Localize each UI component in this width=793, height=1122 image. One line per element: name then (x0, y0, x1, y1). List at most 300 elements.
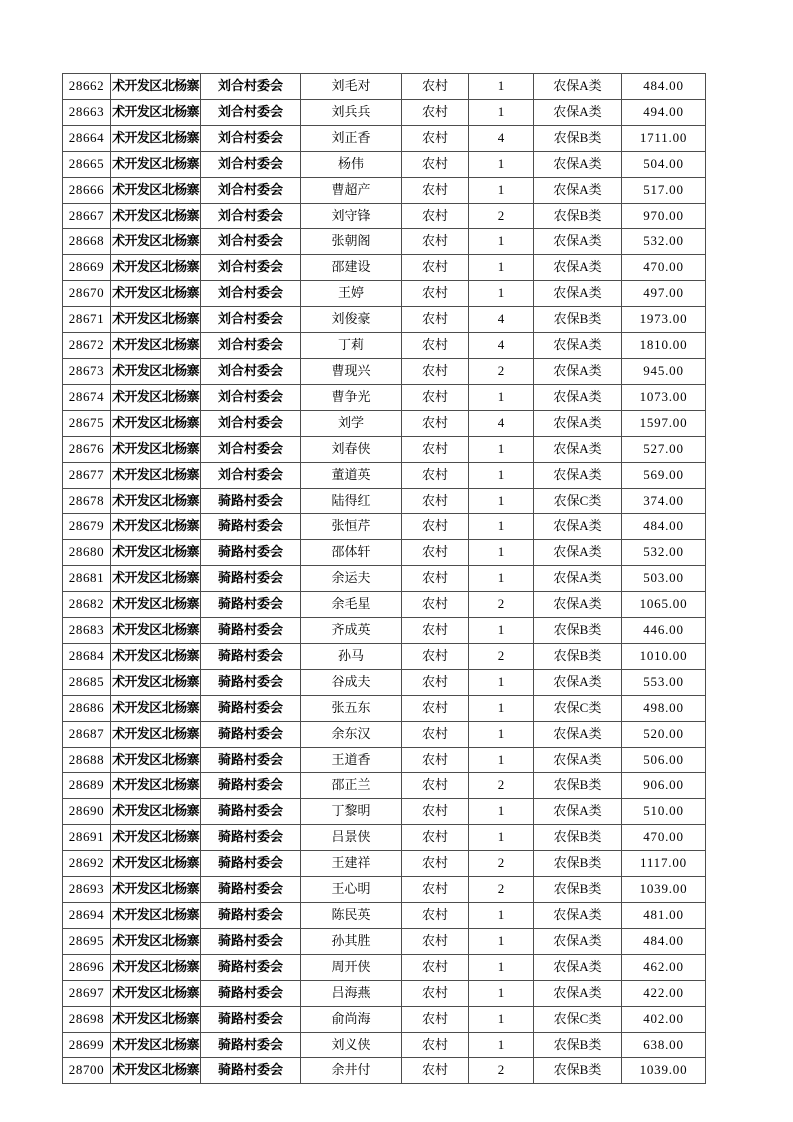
cell-category: 农保A类 (534, 903, 622, 929)
cell-district: 术开发区北杨寨 (111, 307, 201, 333)
cell-committee: 刘合村委会 (201, 99, 301, 125)
table-row (63, 928, 706, 954)
cell-record-id: 28681 (63, 566, 111, 592)
cell-district: 术开发区北杨寨 (111, 747, 201, 773)
cell-record-id: 28689 (63, 773, 111, 799)
cell-district: 术开发区北杨寨 (111, 229, 201, 255)
cell-person-name: 王婷 (301, 281, 402, 307)
cell-count: 4 (469, 333, 534, 359)
cell-district: 术开发区北杨寨 (111, 488, 201, 514)
cell-amount: 638.00 (622, 1032, 706, 1058)
cell-count: 1 (469, 1032, 534, 1058)
cell-district: 术开发区北杨寨 (111, 1006, 201, 1032)
cell-category: 农保B类 (534, 851, 622, 877)
cell-person-name: 余东汉 (301, 721, 402, 747)
table-row (63, 436, 706, 462)
cell-count: 2 (469, 358, 534, 384)
table-row (63, 851, 706, 877)
cell-amount: 506.00 (622, 747, 706, 773)
cell-record-id: 28684 (63, 643, 111, 669)
cell-category: 农保B类 (534, 125, 622, 151)
cell-record-id: 28696 (63, 954, 111, 980)
cell-area-type: 农村 (402, 255, 469, 281)
table-row (63, 618, 706, 644)
cell-person-name: 刘毛对 (301, 74, 402, 100)
table-body (63, 74, 706, 1084)
cell-committee: 刘合村委会 (201, 229, 301, 255)
cell-amount: 1810.00 (622, 333, 706, 359)
cell-area-type: 农村 (402, 1032, 469, 1058)
cell-category: 农保C类 (534, 695, 622, 721)
cell-category: 农保A类 (534, 566, 622, 592)
cell-area-type: 农村 (402, 358, 469, 384)
cell-count: 1 (469, 74, 534, 100)
cell-record-id: 28698 (63, 1006, 111, 1032)
cell-category: 农保A类 (534, 540, 622, 566)
cell-amount: 422.00 (622, 980, 706, 1006)
cell-count: 1 (469, 488, 534, 514)
cell-person-name: 王建祥 (301, 851, 402, 877)
cell-area-type: 农村 (402, 281, 469, 307)
cell-person-name: 陈民英 (301, 903, 402, 929)
cell-record-id: 28664 (63, 125, 111, 151)
cell-count: 1 (469, 436, 534, 462)
cell-area-type: 农村 (402, 333, 469, 359)
cell-record-id: 28690 (63, 799, 111, 825)
cell-district: 术开发区北杨寨 (111, 74, 201, 100)
cell-person-name: 邵建设 (301, 255, 402, 281)
table-row (63, 229, 706, 255)
cell-category: 农保A类 (534, 281, 622, 307)
cell-record-id: 28666 (63, 177, 111, 203)
cell-area-type: 农村 (402, 384, 469, 410)
cell-district: 术开发区北杨寨 (111, 903, 201, 929)
cell-amount: 532.00 (622, 229, 706, 255)
cell-record-id: 28676 (63, 436, 111, 462)
cell-category: 农保A类 (534, 799, 622, 825)
cell-committee: 刘合村委会 (201, 281, 301, 307)
cell-record-id: 28662 (63, 74, 111, 100)
table-row (63, 488, 706, 514)
cell-record-id: 28693 (63, 877, 111, 903)
cell-count: 2 (469, 773, 534, 799)
table-row (63, 721, 706, 747)
cell-district: 术开发区北杨寨 (111, 1032, 201, 1058)
cell-category: 农保A类 (534, 74, 622, 100)
table-row (63, 151, 706, 177)
table-row (63, 177, 706, 203)
cell-amount: 520.00 (622, 721, 706, 747)
cell-count: 1 (469, 151, 534, 177)
cell-amount: 532.00 (622, 540, 706, 566)
cell-amount: 374.00 (622, 488, 706, 514)
cell-person-name: 俞尚海 (301, 1006, 402, 1032)
cell-count: 1 (469, 384, 534, 410)
cell-district: 术开发区北杨寨 (111, 799, 201, 825)
cell-count: 1 (469, 540, 534, 566)
cell-committee: 骑路村委会 (201, 903, 301, 929)
cell-person-name: 丁莉 (301, 333, 402, 359)
cell-category: 农保A类 (534, 177, 622, 203)
cell-person-name: 刘守锋 (301, 203, 402, 229)
cell-district: 术开发区北杨寨 (111, 333, 201, 359)
cell-count: 1 (469, 1006, 534, 1032)
cell-person-name: 吕海燕 (301, 980, 402, 1006)
cell-district: 术开发区北杨寨 (111, 954, 201, 980)
cell-area-type: 农村 (402, 514, 469, 540)
cell-person-name: 王道香 (301, 747, 402, 773)
cell-area-type: 农村 (402, 592, 469, 618)
cell-record-id: 28700 (63, 1058, 111, 1084)
cell-committee: 骑路村委会 (201, 773, 301, 799)
cell-person-name: 刘春侠 (301, 436, 402, 462)
cell-amount: 517.00 (622, 177, 706, 203)
cell-area-type: 农村 (402, 1058, 469, 1084)
cell-category: 农保B类 (534, 643, 622, 669)
cell-count: 1 (469, 928, 534, 954)
cell-count: 4 (469, 125, 534, 151)
cell-committee: 骑路村委会 (201, 980, 301, 1006)
table-row (63, 384, 706, 410)
table-row (63, 1032, 706, 1058)
cell-amount: 470.00 (622, 255, 706, 281)
cell-district: 术开发区北杨寨 (111, 462, 201, 488)
cell-category: 农保A类 (534, 358, 622, 384)
cell-category: 农保B类 (534, 1032, 622, 1058)
cell-person-name: 陆得红 (301, 488, 402, 514)
cell-record-id: 28695 (63, 928, 111, 954)
table-row (63, 799, 706, 825)
cell-amount: 484.00 (622, 928, 706, 954)
cell-area-type: 农村 (402, 125, 469, 151)
cell-area-type: 农村 (402, 851, 469, 877)
cell-area-type: 农村 (402, 903, 469, 929)
cell-count: 1 (469, 514, 534, 540)
cell-amount: 503.00 (622, 566, 706, 592)
cell-category: 农保A类 (534, 384, 622, 410)
cell-record-id: 28680 (63, 540, 111, 566)
cell-person-name: 丁黎明 (301, 799, 402, 825)
table-row (63, 540, 706, 566)
cell-person-name: 刘学 (301, 410, 402, 436)
cell-district: 术开发区北杨寨 (111, 514, 201, 540)
table-row (63, 307, 706, 333)
cell-district: 术开发区北杨寨 (111, 773, 201, 799)
cell-amount: 462.00 (622, 954, 706, 980)
cell-area-type: 农村 (402, 799, 469, 825)
cell-district: 术开发区北杨寨 (111, 980, 201, 1006)
cell-area-type: 农村 (402, 643, 469, 669)
cell-committee: 刘合村委会 (201, 177, 301, 203)
cell-category: 农保B类 (534, 1058, 622, 1084)
table-row (63, 281, 706, 307)
cell-district: 术开发区北杨寨 (111, 125, 201, 151)
cell-area-type: 农村 (402, 618, 469, 644)
cell-area-type: 农村 (402, 721, 469, 747)
cell-category: 农保B类 (534, 618, 622, 644)
cell-count: 1 (469, 281, 534, 307)
cell-amount: 494.00 (622, 99, 706, 125)
cell-person-name: 齐成英 (301, 618, 402, 644)
cell-amount: 470.00 (622, 825, 706, 851)
cell-committee: 骑路村委会 (201, 747, 301, 773)
cell-record-id: 28697 (63, 980, 111, 1006)
cell-area-type: 农村 (402, 74, 469, 100)
cell-category: 农保A类 (534, 954, 622, 980)
cell-district: 术开发区北杨寨 (111, 177, 201, 203)
table-row (63, 566, 706, 592)
cell-person-name: 周开侠 (301, 954, 402, 980)
cell-category: 农保A类 (534, 333, 622, 359)
cell-count: 1 (469, 462, 534, 488)
cell-person-name: 张五东 (301, 695, 402, 721)
cell-area-type: 农村 (402, 229, 469, 255)
cell-amount: 1065.00 (622, 592, 706, 618)
cell-record-id: 28683 (63, 618, 111, 644)
cell-person-name: 余井付 (301, 1058, 402, 1084)
cell-person-name: 张恒芹 (301, 514, 402, 540)
cell-count: 2 (469, 1058, 534, 1084)
cell-committee: 骑路村委会 (201, 514, 301, 540)
cell-amount: 446.00 (622, 618, 706, 644)
cell-category: 农保A类 (534, 592, 622, 618)
cell-person-name: 余运夫 (301, 566, 402, 592)
table-row (63, 255, 706, 281)
cell-count: 1 (469, 566, 534, 592)
cell-area-type: 农村 (402, 436, 469, 462)
cell-amount: 970.00 (622, 203, 706, 229)
cell-area-type: 农村 (402, 1006, 469, 1032)
cell-district: 术开发区北杨寨 (111, 618, 201, 644)
cell-record-id: 28685 (63, 669, 111, 695)
cell-committee: 刘合村委会 (201, 151, 301, 177)
cell-count: 1 (469, 255, 534, 281)
cell-person-name: 孙其胜 (301, 928, 402, 954)
cell-district: 术开发区北杨寨 (111, 643, 201, 669)
table-row (63, 980, 706, 1006)
cell-area-type: 农村 (402, 99, 469, 125)
cell-amount: 1039.00 (622, 877, 706, 903)
cell-count: 4 (469, 307, 534, 333)
cell-category: 农保C类 (534, 1006, 622, 1032)
cell-category: 农保C类 (534, 488, 622, 514)
cell-count: 1 (469, 618, 534, 644)
cell-record-id: 28691 (63, 825, 111, 851)
cell-amount: 510.00 (622, 799, 706, 825)
cell-area-type: 农村 (402, 877, 469, 903)
cell-committee: 刘合村委会 (201, 333, 301, 359)
cell-person-name: 曹超产 (301, 177, 402, 203)
cell-record-id: 28670 (63, 281, 111, 307)
cell-committee: 刘合村委会 (201, 358, 301, 384)
cell-count: 2 (469, 203, 534, 229)
cell-committee: 刘合村委会 (201, 436, 301, 462)
cell-record-id: 28686 (63, 695, 111, 721)
cell-committee: 骑路村委会 (201, 540, 301, 566)
cell-record-id: 28678 (63, 488, 111, 514)
cell-count: 2 (469, 851, 534, 877)
cell-committee: 骑路村委会 (201, 928, 301, 954)
table-row (63, 695, 706, 721)
cell-category: 农保A类 (534, 669, 622, 695)
cell-committee: 骑路村委会 (201, 825, 301, 851)
cell-category: 农保A类 (534, 747, 622, 773)
cell-area-type: 农村 (402, 773, 469, 799)
cell-area-type: 农村 (402, 488, 469, 514)
cell-record-id: 28675 (63, 410, 111, 436)
cell-person-name: 董道英 (301, 462, 402, 488)
cell-person-name: 邵体轩 (301, 540, 402, 566)
cell-committee: 刘合村委会 (201, 462, 301, 488)
cell-committee: 刘合村委会 (201, 410, 301, 436)
cell-person-name: 曹现兴 (301, 358, 402, 384)
cell-count: 1 (469, 825, 534, 851)
table-row (63, 333, 706, 359)
cell-amount: 527.00 (622, 436, 706, 462)
cell-area-type: 农村 (402, 151, 469, 177)
cell-district: 术开发区北杨寨 (111, 928, 201, 954)
cell-committee: 刘合村委会 (201, 307, 301, 333)
cell-count: 2 (469, 592, 534, 618)
table-row (63, 99, 706, 125)
table-row (63, 643, 706, 669)
cell-area-type: 农村 (402, 410, 469, 436)
cell-district: 术开发区北杨寨 (111, 695, 201, 721)
cell-district: 术开发区北杨寨 (111, 566, 201, 592)
cell-area-type: 农村 (402, 747, 469, 773)
cell-category: 农保A类 (534, 462, 622, 488)
cell-category: 农保A类 (534, 151, 622, 177)
cell-district: 术开发区北杨寨 (111, 255, 201, 281)
cell-amount: 553.00 (622, 669, 706, 695)
cell-amount: 504.00 (622, 151, 706, 177)
cell-count: 1 (469, 954, 534, 980)
cell-category: 农保A类 (534, 229, 622, 255)
cell-amount: 945.00 (622, 358, 706, 384)
cell-amount: 1010.00 (622, 643, 706, 669)
cell-committee: 骑路村委会 (201, 1032, 301, 1058)
table-row (63, 462, 706, 488)
cell-category: 农保B类 (534, 773, 622, 799)
cell-person-name: 刘兵兵 (301, 99, 402, 125)
cell-count: 1 (469, 747, 534, 773)
cell-committee: 骑路村委会 (201, 669, 301, 695)
cell-district: 术开发区北杨寨 (111, 669, 201, 695)
cell-district: 术开发区北杨寨 (111, 358, 201, 384)
cell-amount: 481.00 (622, 903, 706, 929)
cell-district: 术开发区北杨寨 (111, 151, 201, 177)
cell-area-type: 农村 (402, 669, 469, 695)
cell-committee: 骑路村委会 (201, 618, 301, 644)
cell-person-name: 余毛星 (301, 592, 402, 618)
cell-count: 1 (469, 721, 534, 747)
cell-record-id: 28699 (63, 1032, 111, 1058)
cell-record-id: 28665 (63, 151, 111, 177)
cell-amount: 1597.00 (622, 410, 706, 436)
cell-person-name: 王心明 (301, 877, 402, 903)
table-row (63, 125, 706, 151)
cell-committee: 骑路村委会 (201, 695, 301, 721)
cell-record-id: 28692 (63, 851, 111, 877)
cell-record-id: 28668 (63, 229, 111, 255)
cell-count: 1 (469, 177, 534, 203)
cell-district: 术开发区北杨寨 (111, 281, 201, 307)
table-row (63, 514, 706, 540)
cell-area-type: 农村 (402, 980, 469, 1006)
cell-record-id: 28682 (63, 592, 111, 618)
cell-district: 术开发区北杨寨 (111, 592, 201, 618)
cell-committee: 刘合村委会 (201, 203, 301, 229)
cell-category: 农保B类 (534, 203, 622, 229)
table-row (63, 410, 706, 436)
cell-person-name: 邵正兰 (301, 773, 402, 799)
cell-committee: 骑路村委会 (201, 877, 301, 903)
cell-district: 术开发区北杨寨 (111, 1058, 201, 1084)
table-row (63, 773, 706, 799)
cell-category: 农保A类 (534, 99, 622, 125)
cell-person-name: 刘义侠 (301, 1032, 402, 1058)
cell-record-id: 28669 (63, 255, 111, 281)
cell-area-type: 农村 (402, 540, 469, 566)
table-row (63, 74, 706, 100)
cell-record-id: 28673 (63, 358, 111, 384)
cell-committee: 刘合村委会 (201, 74, 301, 100)
cell-count: 1 (469, 229, 534, 255)
table-row (63, 747, 706, 773)
cell-category: 农保A类 (534, 255, 622, 281)
cell-record-id: 28663 (63, 99, 111, 125)
table-row (63, 592, 706, 618)
cell-person-name: 杨伟 (301, 151, 402, 177)
cell-person-name: 曹争光 (301, 384, 402, 410)
cell-amount: 402.00 (622, 1006, 706, 1032)
cell-district: 术开发区北杨寨 (111, 384, 201, 410)
table-row (63, 1058, 706, 1084)
cell-area-type: 农村 (402, 462, 469, 488)
cell-amount: 484.00 (622, 74, 706, 100)
cell-record-id: 28679 (63, 514, 111, 540)
table-row (63, 877, 706, 903)
cell-committee: 刘合村委会 (201, 255, 301, 281)
cell-category: 农保A类 (534, 514, 622, 540)
cell-amount: 569.00 (622, 462, 706, 488)
table-row (63, 1006, 706, 1032)
cell-area-type: 农村 (402, 307, 469, 333)
cell-district: 术开发区北杨寨 (111, 203, 201, 229)
table-row (63, 954, 706, 980)
cell-amount: 1973.00 (622, 307, 706, 333)
table-row (63, 358, 706, 384)
cell-committee: 骑路村委会 (201, 954, 301, 980)
cell-committee: 刘合村委会 (201, 125, 301, 151)
cell-committee: 骑路村委会 (201, 488, 301, 514)
cell-record-id: 28694 (63, 903, 111, 929)
cell-amount: 1711.00 (622, 125, 706, 151)
cell-category: 农保A类 (534, 410, 622, 436)
cell-district: 术开发区北杨寨 (111, 721, 201, 747)
cell-person-name: 张朝阁 (301, 229, 402, 255)
table-row (63, 203, 706, 229)
table-row (63, 903, 706, 929)
cell-person-name: 吕景侠 (301, 825, 402, 851)
table-row (63, 669, 706, 695)
cell-district: 术开发区北杨寨 (111, 877, 201, 903)
table-row (63, 825, 706, 851)
cell-person-name: 刘俊豪 (301, 307, 402, 333)
cell-person-name: 谷成夫 (301, 669, 402, 695)
cell-area-type: 农村 (402, 695, 469, 721)
cell-record-id: 28687 (63, 721, 111, 747)
